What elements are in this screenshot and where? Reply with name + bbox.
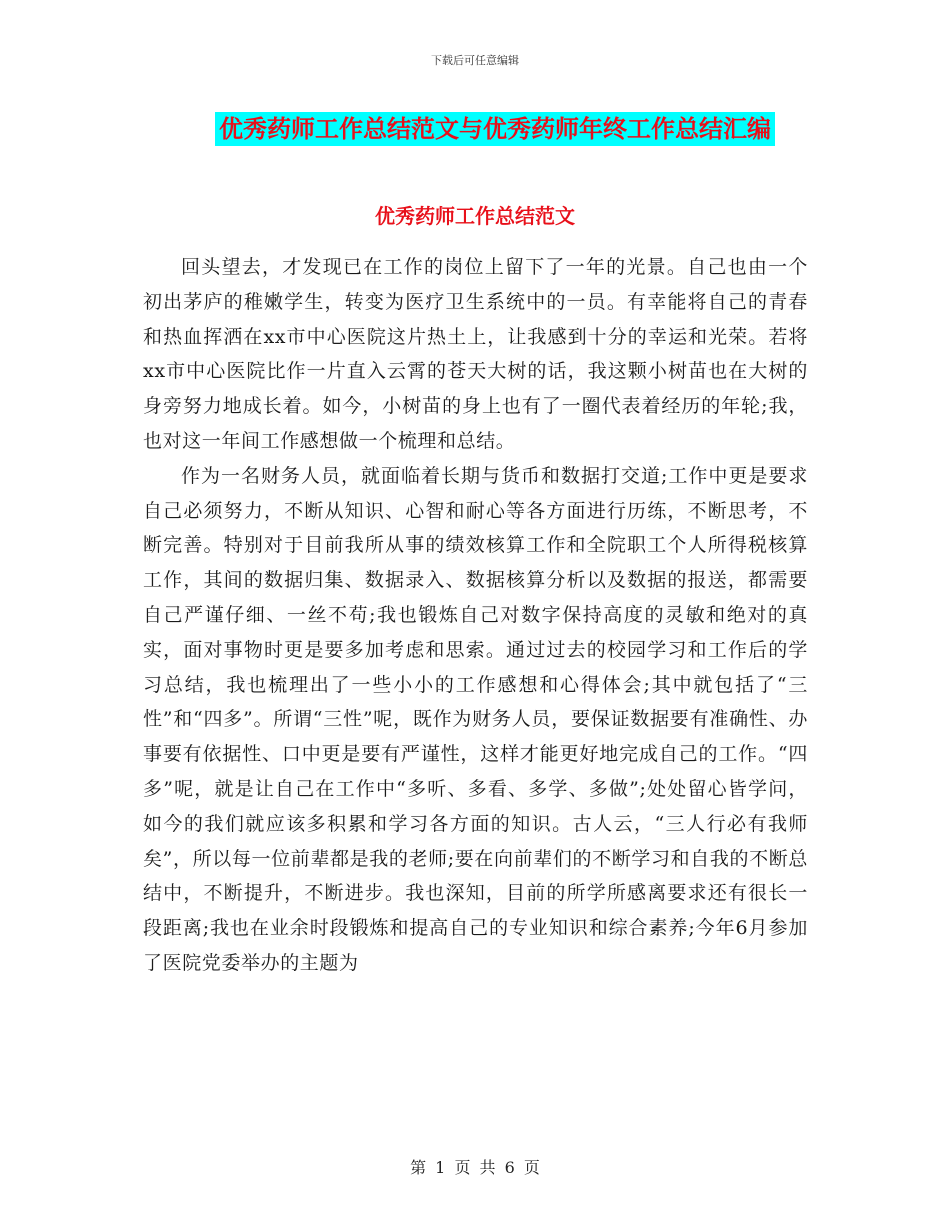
main-title: 优秀药师工作总结范文与优秀药师年终工作总结汇编: [215, 112, 775, 146]
section-title: 优秀药师工作总结范文: [375, 204, 575, 228]
page-number: 第 1 页 共 6 页: [410, 1158, 540, 1177]
paragraph-1: 回头望去，才发现已在工作的岗位上留下了一年的光景。自己也由一个初出茅庐的稚嫩学生，转变为医疗卫生系统中的一员。有幸能将自己的青春和热血挥洒在xx市中心医院这片热土上，让我感到十分的幸运和光荣。若将xx市中心医院比作一片直入云霄的苍天大树的话，我这颗小树苗也在大树的身旁努力地成长着。如今，小树苗的身上也有了一圈代表着经历的年轮;我，也对这一年间工作感想做一个梳理和总结。: [143, 256, 808, 452]
body-text: [143, 250, 808, 981]
header-note: 下载后可任意编辑: [431, 54, 519, 67]
main-title-container: [0, 112, 950, 146]
paragraph-2: 作为一名财务人员，就面临着长期与货币和数据打交道;工作中更是要求自己必须努力，不断从知识、心智和耐心等各方面进行历练，不断思考，不断完善。特别对于目前我所从事的绩效核算工作和全院职工个人所得税核算工作，其间的数据归集、数据录入、数据核算分析以及数据的报送，都需要自己严谨仔细、一丝不苟;我也锻炼自己对数字保持高度的灵敏和绝对的真实，面对事物时更是要多加考虑和思索。通过过去的校园学习和工作后的学习总结，我也梳理出了一些小小的工作感想和心得体会;其中就包括了“三性”和“四多”。所谓“三性”呢，既作为财务人员，要保证数据要有准确性、办事要有依据性、口中更是要有严谨性，这样才能更好地完成自己的工作。“四多”呢，就是让自己在工作中“多听、多看、多学、多做”;处处留心皆学问，如今的我们就应该多积累和学习各方面的知识。古人云，“三人行必有我师矣”，所以每一位前辈都是我的老师;要在向前辈们的不断学习和自我的不断总结中，不断提升，不断进步。我也深知，目前的所学所感离要求还有很长一段距离;我也在业余时段锻炼和提高自己的专业知识和综合素养;今年6月参加了医院党委举办的主题为: [143, 464, 808, 974]
